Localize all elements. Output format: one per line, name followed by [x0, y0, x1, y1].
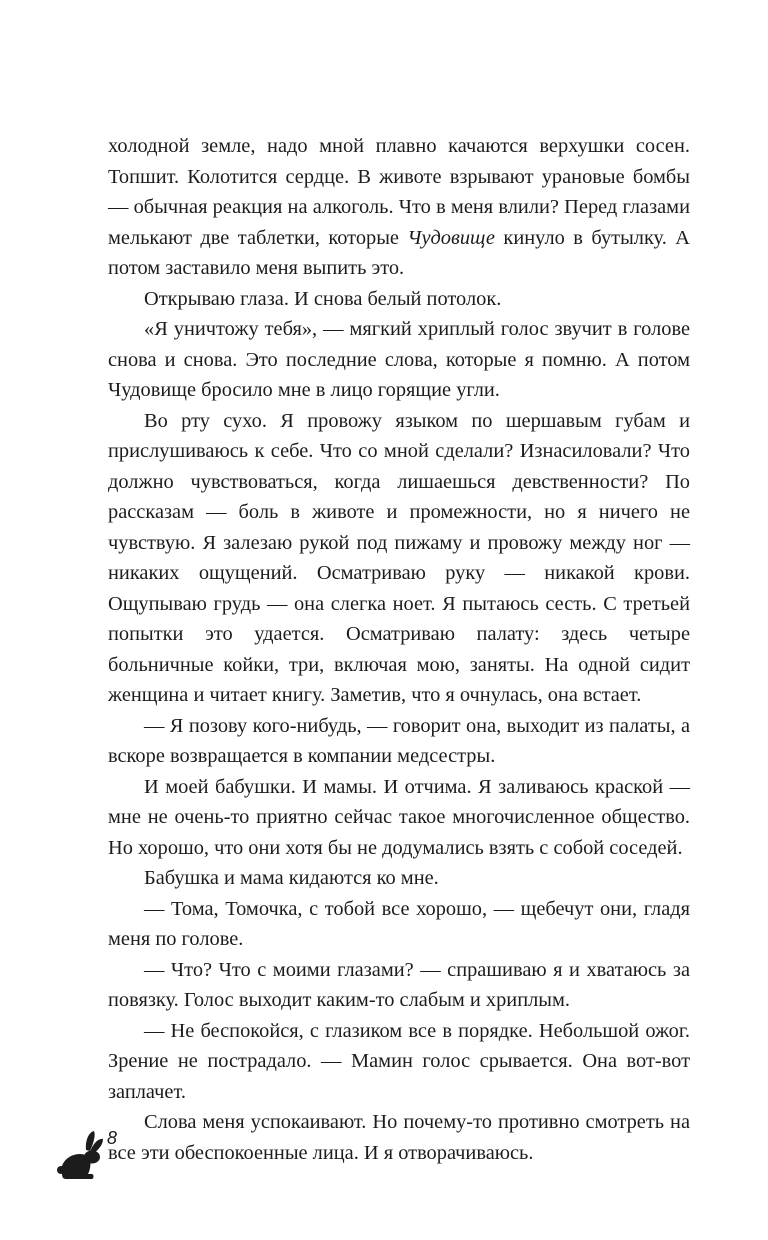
page-number: 8: [107, 1128, 118, 1148]
paragraph: [108, 406, 690, 711]
rabbit-icon: [56, 1130, 106, 1182]
paragraph-text: «Я уничтожу тебя», — мягкий хриплый голос звучит в голове снова и снова. Это последние слова, которые я помню. А потом Чудовище бросило мне в лицо горящие угли.: [108, 318, 690, 401]
paragraph-text: — Я позову кого-нибудь, — говорит она, выходит из палаты, а вскоре возвращается в компании медсестры.: [108, 714, 690, 767]
paragraph: [108, 772, 690, 864]
paragraph: [108, 284, 690, 315]
paragraph-text: И моей бабушки. И мамы. И отчима. Я заливаюсь краской — мне не очень-то приятно сейчас такое многочисленное общество. Но хорошо, что они хотя бы не додумались взять с собой соседей.: [108, 775, 690, 859]
paragraph-text: — Тома, Томочка, с тобой все хорошо, — щебечут они, гладя меня по голове.: [108, 897, 690, 950]
body-text: [108, 131, 690, 1168]
paragraph: [108, 1107, 690, 1168]
paragraph: [108, 863, 690, 894]
paragraph: [108, 955, 690, 1016]
paragraph: [108, 131, 690, 284]
paragraph-text: холодной земле, надо мной плавно качаются верхушки сосен. Топшит. Колотится сердце. В животе взрывают урановые бомбы — обычная реакция на алкоголь. Что в меня влили? Перед глазами мелькают две таблетки, которые: [108, 135, 690, 249]
paragraph-text: Открываю глаза. И снова белый потолок.: [144, 287, 502, 310]
paragraph: [108, 1016, 690, 1108]
paragraph-text: — Что? Что с моими глазами? — спрашиваю я и хватаюсь за повязку. Голос выходит каким-то слабым и хриплым.: [108, 958, 690, 1011]
paragraph-text: кинуло в бутылку. А потом заставило меня выпить это.: [108, 226, 690, 279]
paragraph-text: — Не беспокойся, с глазиком все в порядке. Небольшой ожог. Зрение не пострадало. — Мамин голос срывается. Она вот-вот заплачет.: [108, 1019, 690, 1103]
paragraph: [108, 894, 690, 955]
italic-text: Чудовище: [407, 226, 495, 249]
paragraph: [108, 314, 690, 406]
paragraph-text: Бабушка и мама кидаются ко мне.: [144, 867, 439, 889]
paragraph: [108, 711, 690, 772]
page-footer: [56, 1128, 126, 1188]
paragraph-text: Во рту сухо. Я провожу языком по шершавым губам и прислушиваюсь к себе. Что со мной сделали? Изнасиловали? Что должно чувствоваться, когда лишаешься девственности? По рассказам — боль в животе и промежности, но я ничего не чувствую. Я залезаю рукой под пижаму и провожу между ног — никаких ощущений. Осматриваю руку — никакой крови. Ощупываю грудь — она слегка ноет. Я пытаюсь сесть. С третьей попытки это удается. Осматриваю палату: здесь четыре больничные койки, три, включая мою, заняты. На одной сидит женщина и читает книгу. Заметив, что я очнулась, она встает.: [108, 409, 690, 706]
paragraph-text: Слова меня успокаивают. Но почему-то противно смотреть на все эти обеспокоенные лица. И я отворачиваюсь.: [108, 1111, 690, 1164]
